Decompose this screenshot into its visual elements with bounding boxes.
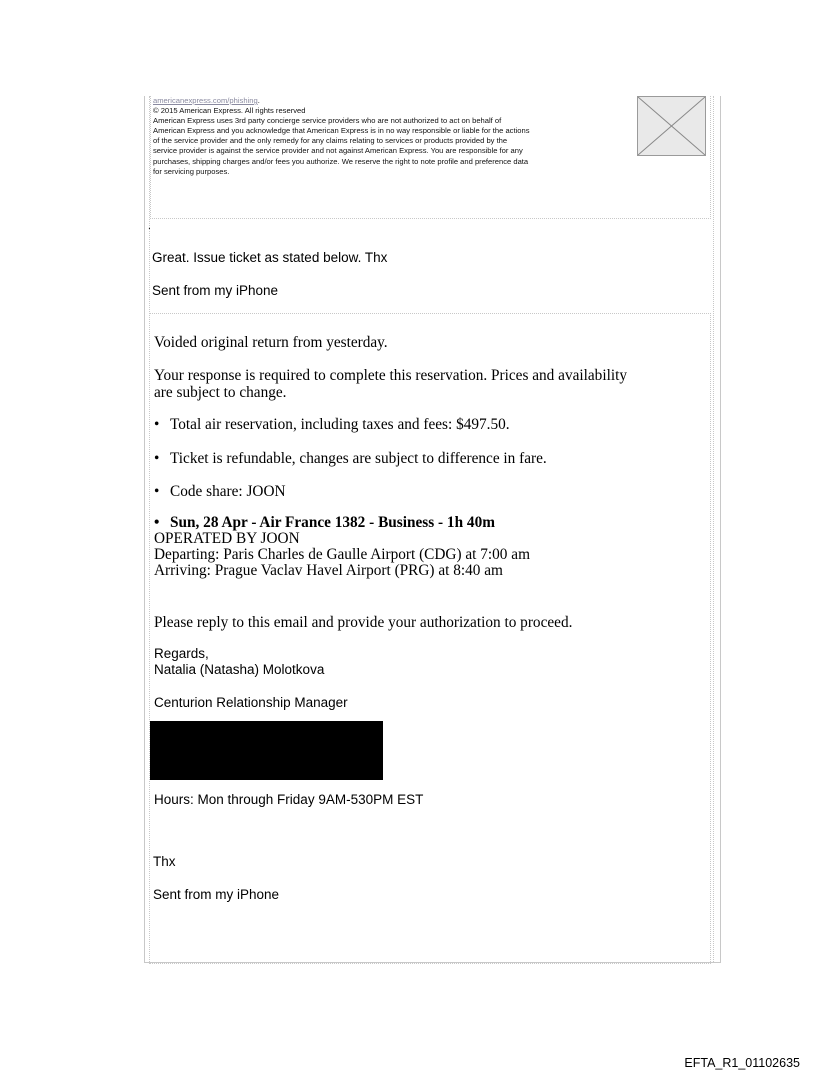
quoted-message-box [149, 313, 711, 964]
flight-details [154, 515, 702, 579]
hours: Hours: Mon through Friday 9AM-530PM EST [154, 792, 424, 807]
disclaimer-line: American Express and you acknowledge that American Express is in no way responsible or liable for the actions [153, 126, 530, 136]
response-required: Your response is required to complete this reservation. Prices and availability are subject to change. [154, 367, 627, 401]
copyright-text: © 2015 American Express. All rights reserved [153, 106, 306, 116]
document-id: EFTA_R1_01102635 [684, 1056, 800, 1070]
departing: Departing: Paris Charles de Gaulle Airport (CDG) at 7:00 am [154, 546, 530, 563]
phishing-link[interactable]: americanexpress.com/phishing [153, 96, 258, 105]
reply-signature: Sent from my iPhone [152, 283, 279, 298]
voided-note: Voided original return from yesterday. [154, 334, 388, 351]
signature-block [154, 646, 324, 678]
reply-message: Great. Issue ticket as stated below. Thx [152, 250, 388, 265]
bullet-code-share: • Code share: JOON [154, 483, 702, 500]
disclaimer-line: purchases, shipping charges and/or fees you authorize. We reserve the right to note profile and preference data [153, 156, 529, 166]
operated-by: OPERATED BY JOON [154, 530, 300, 547]
disclaimer-line: American Express uses 3rd party concierge service providers who are not authorized to act on behalf of [153, 116, 502, 126]
bullet-refundable: • Ticket is refundable, changes are subject to difference in fare. [154, 450, 702, 467]
broken-image-icon [637, 96, 706, 156]
redaction-block [150, 721, 383, 780]
reply-request: Please reply to this email and provide your authorization to proceed. [154, 614, 573, 631]
agent-title: Centurion Relationship Manager [154, 695, 348, 710]
disclaimer-line: for servicing purposes. [153, 166, 230, 176]
arriving: Arriving: Prague Vaclav Havel Airport (PRG) at 8:40 am [154, 562, 503, 579]
reply-bottom-message: Thx [153, 854, 176, 869]
bullet-total-fare: • Total air reservation, including taxes and fees: $497.50. [154, 416, 702, 433]
disclaimer-line: of the service provider and the only remedy for any claims relating to services or products provided by the [153, 136, 508, 146]
reply-bottom-signature: Sent from my iPhone [153, 887, 280, 902]
legal-footer: americanexpress.com/phishing. © 2015 American Express. All rights reserved American Express uses 3rd party concierge service providers who are not authorized to act on behalf of American Express and you acknowledge that American Express is in no way responsible or liable for the actions of the service provider and the only remedy for any claims relating to services or products provided by the service provider is against the service provider and not against American Express. You are responsible for any purchases, shipping charges and/or fees you authorize. We reserve the right to note profile and preference data for servicing purposes. [153, 96, 639, 177]
flight-header: • Sun, 28 Apr - Air France 1382 - Business - 1h 40m [154, 515, 702, 531]
regards: Regards, [154, 646, 209, 661]
separator-dot: . [148, 221, 151, 232]
agent-name: Natalia (Natasha) Molotkova [154, 662, 325, 677]
disclaimer-line: service provider is against the service provider and not against American Express. You are responsible for any [153, 146, 523, 156]
frame-border-right [713, 96, 714, 962]
